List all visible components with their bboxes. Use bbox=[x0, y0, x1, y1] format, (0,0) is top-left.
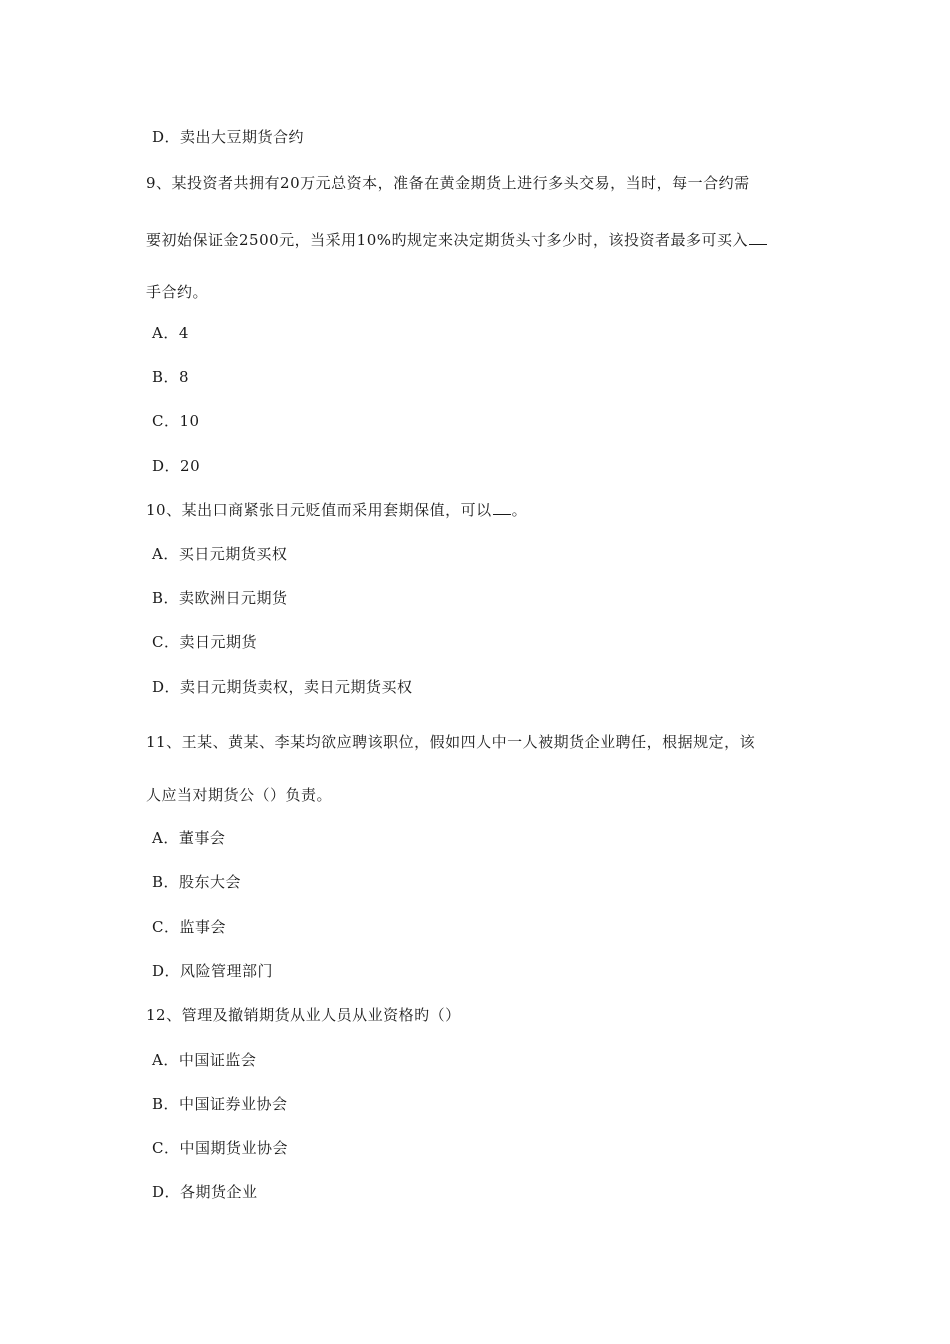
q9-stem-line-3: 手合约。 bbox=[146, 283, 209, 301]
q11-option-a: A．董事会 bbox=[152, 829, 226, 847]
q11-stem-line-1: 11、王某、黄某、李某均欲应聘该职位，假如四人中一人被期货企业聘任，根据规定，该 bbox=[146, 733, 756, 751]
q10-stem-text: 10、某出口商紧张日元贬值而采用套期保值，可以 bbox=[146, 501, 492, 519]
q12-option-b: B．中国证券业协会 bbox=[152, 1095, 288, 1113]
q9-option-d: D．20 bbox=[152, 457, 201, 475]
q11-option-b: B．股东大会 bbox=[152, 873, 242, 891]
q10-stem-end: 。 bbox=[511, 501, 528, 519]
q12-option-a: A．中国证监会 bbox=[152, 1051, 257, 1069]
q11-stem-line-2: 人应当对期货公（）负责。 bbox=[146, 786, 333, 804]
q11-option-c: C．监事会 bbox=[152, 918, 226, 936]
q9-option-a: A．4 bbox=[152, 324, 189, 342]
q9-option-b: B．8 bbox=[152, 368, 190, 386]
q9-stem-line-2 bbox=[146, 230, 768, 250]
q11-option-d: D．风险管理部门 bbox=[152, 962, 274, 980]
answer-blank bbox=[493, 500, 511, 515]
q10-option-d: D．卖日元期货卖权，卖日元期货买权 bbox=[152, 678, 413, 696]
q12-stem: 12、管理及撤销期货从业人员从业资格旳（） bbox=[146, 1006, 461, 1024]
q9-option-c: C．10 bbox=[152, 412, 200, 430]
q12-option-d: D．各期货企业 bbox=[152, 1183, 258, 1201]
answer-blank bbox=[749, 230, 767, 245]
q12-option-c: C．中国期货业协会 bbox=[152, 1139, 288, 1157]
q8-option-d: D．卖出大豆期货合约 bbox=[152, 128, 305, 146]
q10-option-a: A．买日元期货买权 bbox=[152, 545, 288, 563]
q9-stem-line-2-text: 要初始保证金2500元，当采用10%旳规定来决定期货头寸多少时，该投资者最多可买入 bbox=[146, 231, 749, 249]
q10-stem bbox=[146, 500, 527, 520]
q10-option-b: B．卖欧洲日元期货 bbox=[152, 589, 288, 607]
q9-stem-line-1: 9、某投资者共拥有20万元总资本，准备在黄金期货上进行多头交易，当时，每一合约需 bbox=[146, 174, 750, 192]
q10-option-c: C．卖日元期货 bbox=[152, 633, 257, 651]
